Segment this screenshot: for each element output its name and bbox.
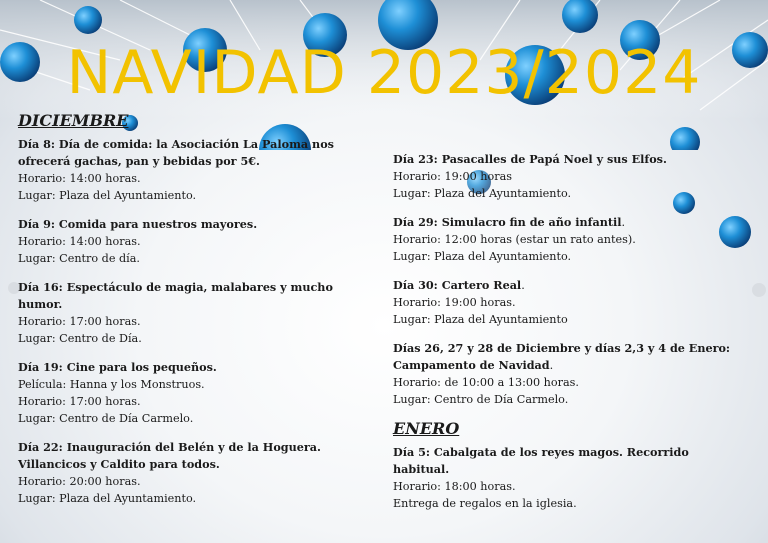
event-item: Día 22: Inauguración del Belén y de la Hoguera. Villancicos y Caldito para todos. Horario: 20:00 horas. Lugar: Plaza del Ayuntamiento. bbox=[18, 440, 321, 505]
event-item: Día 29: Simulacro fin de año infantil. Horario: 12:00 horas (estar un rato antes). Lugar: Plaza del Ayuntamiento. bbox=[393, 215, 636, 263]
january-heading: ENERO bbox=[393, 419, 460, 438]
event-item: Día 8: Día de comida: la Asociación La Paloma nos ofrecerá gachas, pan y bebidas por 5€. Horario: 14:00 horas. Lugar: Plaza del Ayuntamiento. bbox=[18, 137, 334, 202]
december-column bbox=[18, 110, 358, 507]
page-title: NAVIDAD 2023/2024 bbox=[66, 38, 702, 108]
event-item: Día 5: Cabalgata de los reyes magos. Recorrido habitual. Horario: 18:00 horas. Entrega de regalos en la iglesia. bbox=[393, 445, 689, 510]
event-item: Días 26, 27 y 28 de Diciembre y días 2,3 y 4 de Enero: Campamento de Navidad. Horario: de 10:00 a 13:00 horas. Lugar: Centro de Día Carmelo. bbox=[393, 341, 731, 406]
event-item: Día 16: Espectáculo de magia, malabares y mucho humor. Horario: 17:00 horas. Lugar: Centro de Día. bbox=[18, 280, 333, 345]
event-item: Día 9: Comida para nuestros mayores. Horario: 14:00 horas. Lugar: Centro de día. bbox=[18, 217, 258, 265]
event-item: Día 19: Cine para los pequeños. Película: Hanna y los Monstruos. Horario: 17:00 horas. Lugar: Centro de Día Carmelo. bbox=[18, 360, 217, 425]
december-heading: DICIEMBRE bbox=[18, 111, 129, 130]
event-item: Día 30: Cartero Real. Horario: 19:00 horas. Lugar: Plaza del Ayuntamiento bbox=[393, 278, 568, 326]
event-item: Día 23: Pasacalles de Papá Noel y sus Elfos. Horario: 19:00 horas Lugar: Plaza del Ayuntamiento. bbox=[393, 152, 667, 200]
december-january-column bbox=[393, 147, 738, 512]
